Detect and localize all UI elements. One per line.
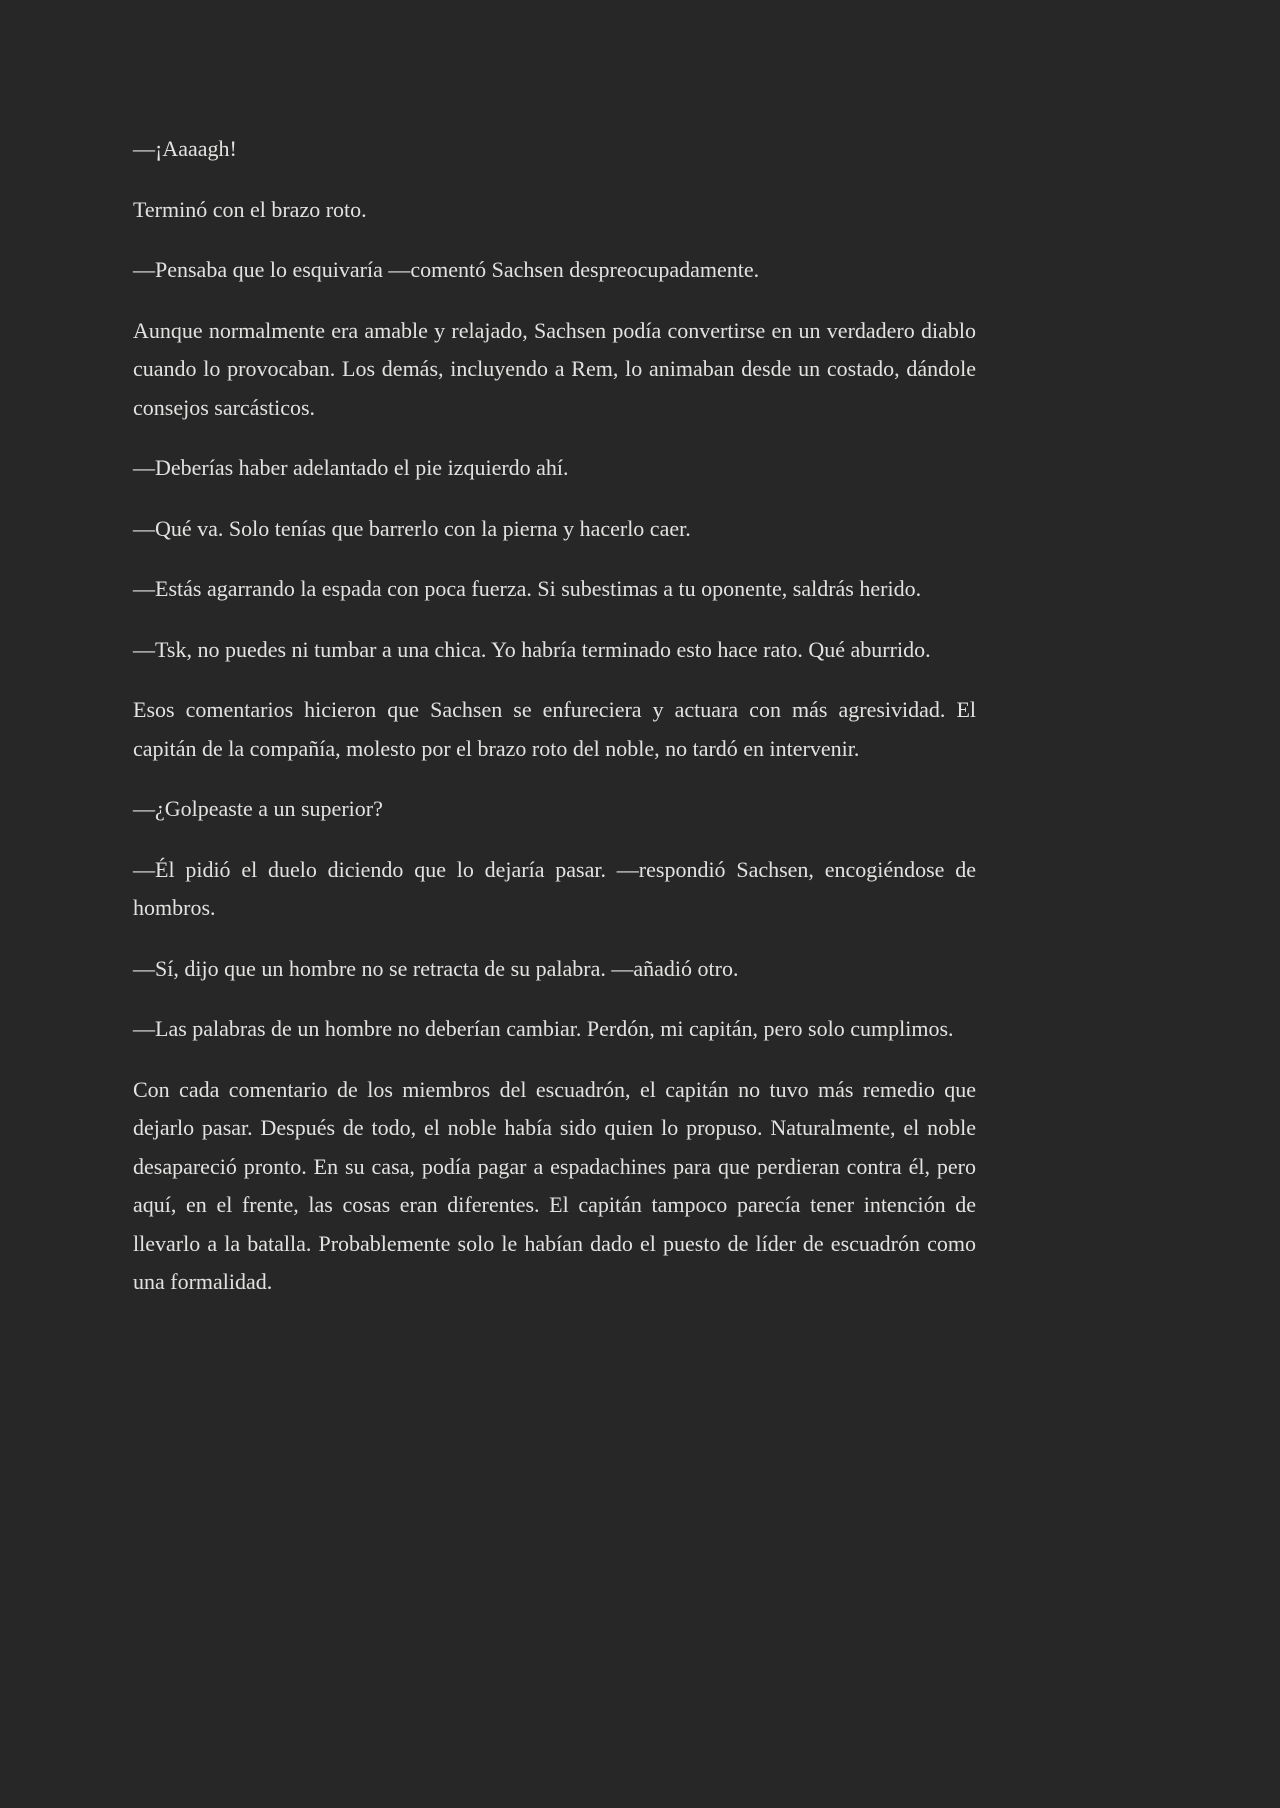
paragraph-exclamation: —¡Aaaagh! [133, 136, 237, 161]
paragraph-narration-devil: Aunque normalmente era amable y relajado, Sachsen podía convertirse en un verdadero diablo cuando lo provocaban. Los demás, incluyendo a Rem, lo animaban desde un costado, dándole consejos sarcásticos. [133, 317, 976, 420]
book-text-content [133, 130, 976, 1302]
paragraph-narration-captain-intervenes: Esos comentarios hicieron que Sachsen se enfureciera y actuara con más agresividad. El capitán de la compañía, molesto por el brazo roto del noble, no tardó en intervenir. [133, 697, 976, 761]
paragraph-dialogue-words-should-not-change: —Las palabras de un hombre no deberían cambiar. Perdón, mi capitán, pero solo cumplimos. [133, 1016, 954, 1041]
paragraph-dialogue-left-foot: —Deberías haber adelantado el pie izquierdo ahí. [133, 455, 569, 480]
paragraph-dialogue-sword-grip: —Estás agarrando la espada con poca fuerza. Si subestimas a tu oponente, saldrás herido. [133, 576, 922, 601]
paragraph-dialogue-sweep-leg: —Qué va. Solo tenías que barrerlo con la pierna y hacerlo caer. [133, 515, 691, 541]
paragraph-dialogue-duel-response: —Él pidió el duelo diciendo que lo dejaría pasar. —respondió Sachsen, encogiéndose de hombros. [133, 856, 976, 920]
paragraph-dialogue-sachsen: —Pensaba que lo esquivaría —comentó Sachsen despreocupadamente. [133, 257, 760, 282]
paragraph-dialogue-tsk: —Tsk, no puedes ni tumbar a una chica. Yo habría terminado esto hace rato. Qué aburrido. [133, 636, 931, 662]
paragraph-dialogue-superior: —¿Golpeaste a un superior? [133, 796, 383, 821]
paragraph-narration-broken-arm: Terminó con el brazo roto. [133, 196, 367, 222]
paragraph-narration-squad-leader: Con cada comentario de los miembros del escuadrón, el capitán no tuvo más remedio que dejarlo pasar. Después de todo, el noble había sido quien lo propuso. Naturalmente, el noble desapareció pronto. En su casa, podía pagar a espadachines para que perdieran contra él, pero aquí, en el frente, las cosas eran diferentes. El capitán tampoco parecía tener intención de llevarlo a la batalla. Probablemente solo le habían dado el puesto de líder de escuadrón como una formalidad. [133, 1076, 976, 1294]
paragraph-dialogue-mans-word: —Sí, dijo que un hombre no se retracta de su palabra. —añadió otro. [133, 955, 739, 981]
